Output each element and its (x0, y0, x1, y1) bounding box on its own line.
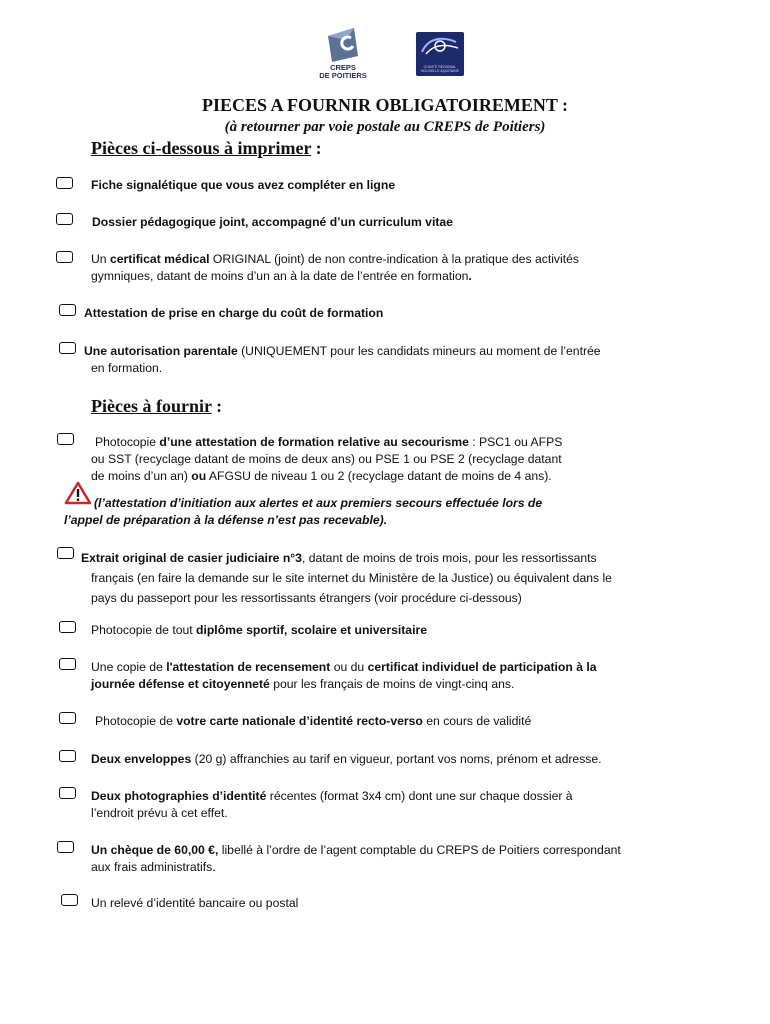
item-attestation-recensement: Une copie de l'attestation de recensement ou du certificat individuel de participation à la journée défense et citoyenneté pour les français de moins de vingt-cinq ans. (91, 660, 597, 691)
gym-federation-logo (416, 32, 464, 76)
checkbox-photographies[interactable] (59, 787, 76, 799)
item-enveloppes: Deux enveloppes (20 g) affranchies au tarif en vigueur, portant vos noms, prénom et adresse. (91, 752, 602, 766)
checkbox-enveloppes[interactable] (59, 750, 76, 762)
creps-logo-mark (324, 26, 362, 64)
creps-logo (318, 26, 368, 82)
warning-note-line1: (l’attestation d’initiation aux alertes et aux premiers secours effectuée lors de (94, 496, 543, 510)
checkbox-certificat-medical[interactable] (56, 251, 73, 263)
checkbox-casier-judiciaire[interactable] (57, 547, 74, 559)
item-attestation-prise-en-charge: Attestation de prise en charge du coût de formation (84, 306, 384, 320)
item-dossier-pedagogique (92, 214, 453, 231)
item-cheque: Un chèque de 60,00 €, libellé à l’ordre de l’agent comptable du CREPS de Poitiers correspondant aux frais administratifs. (91, 843, 621, 874)
section-heading-print-colon: : (311, 138, 322, 158)
checkbox-fiche-signaletique[interactable] (56, 177, 73, 189)
checkbox-attestation-recensement[interactable] (59, 658, 76, 670)
checkbox-dossier-pedagogique[interactable] (56, 213, 73, 225)
item-attestation-secourisme: Photocopie d’une attestation de formation relative au secourisme : PSC1 ou AFPS ou SST (recyclage datant de moins de deux ans) ou PSE 1 ou PSE 2 (recyclage datant de moins d’un an) ou AFGSU de niveau 1 ou 2 (recyclage datant de moins de 4 ans). (91, 435, 563, 483)
section-heading-provide-colon: : (211, 396, 223, 416)
section-heading-provide (91, 396, 222, 417)
item-fiche-signaletique (91, 177, 395, 194)
checkbox-rib[interactable] (61, 894, 78, 906)
item-fiche-signaletique-text: Fiche signalétique que vous avez compléter en ligne (91, 178, 396, 192)
item-casier-judiciaire: Extrait original de casier judiciaire n°3, datant de moins de trois mois, pour les ressortissants français (en faire la demande sur le site internet du Ministère de la Justice) ou équivalent dans le pays du passeport pour les ressortissants étrangers (voir procédure ci-dessous) (81, 551, 612, 605)
checkbox-cheque[interactable] (57, 841, 74, 853)
checkbox-diplome[interactable] (59, 621, 76, 633)
gym-logo-mark (416, 32, 464, 62)
page-subtitle: (à retourner par voie postale au CREPS de Poitiers) (224, 119, 546, 135)
item-certificat-medical: Un certificat médical ORIGINAL (joint) de non contre-indication à la pratique des activités gymniques, datant de moins d’un an à la date de l’entrée en formation. (91, 252, 579, 283)
item-carte-identite: Photocopie de votre carte nationale d’identité recto-verso en cours de validité (95, 714, 532, 728)
item-autorisation-parentale: Une autorisation parentale (UNIQUEMENT pour les candidats mineurs au moment de l’entrée en formation. (84, 344, 601, 375)
checkbox-attestation-secourisme[interactable] (57, 433, 74, 445)
checkbox-carte-identite[interactable] (59, 712, 76, 724)
warning-note-line2: l’appel de préparation à la défense n’est pas recevable). (64, 513, 388, 527)
section-heading-provide-text: Pièces à fournir (91, 396, 212, 416)
section-heading-print-text: Pièces ci-dessous à imprimer (91, 138, 312, 158)
warning-icon (64, 481, 92, 505)
item-dossier-pedagogique-text: Dossier pédagogique joint, accompagné d’un curriculum vitae (92, 215, 453, 229)
checkbox-autorisation-parentale[interactable] (59, 342, 76, 354)
item-photographies: Deux photographies d’identité récentes (format 3x4 cm) dont une sur chaque dossier à l’endroit prévu à cet effet. (91, 789, 573, 820)
checkbox-attestation-prise-en-charge[interactable] (59, 304, 76, 316)
gym-logo-caption: COMITÉ RÉGIONAL NOUVELLE AQUITAINE (420, 65, 460, 73)
item-diplome: Photocopie de tout diplôme sportif, scolaire et universitaire (91, 623, 427, 637)
creps-logo-text: CREPS DE POITIERS (319, 63, 367, 80)
section-heading-print (91, 138, 322, 159)
item-rib: Un relevé d’identité bancaire ou postal (91, 896, 299, 910)
page-title: PIECES A FOURNIR OBLIGATOIREMENT : (201, 95, 569, 115)
